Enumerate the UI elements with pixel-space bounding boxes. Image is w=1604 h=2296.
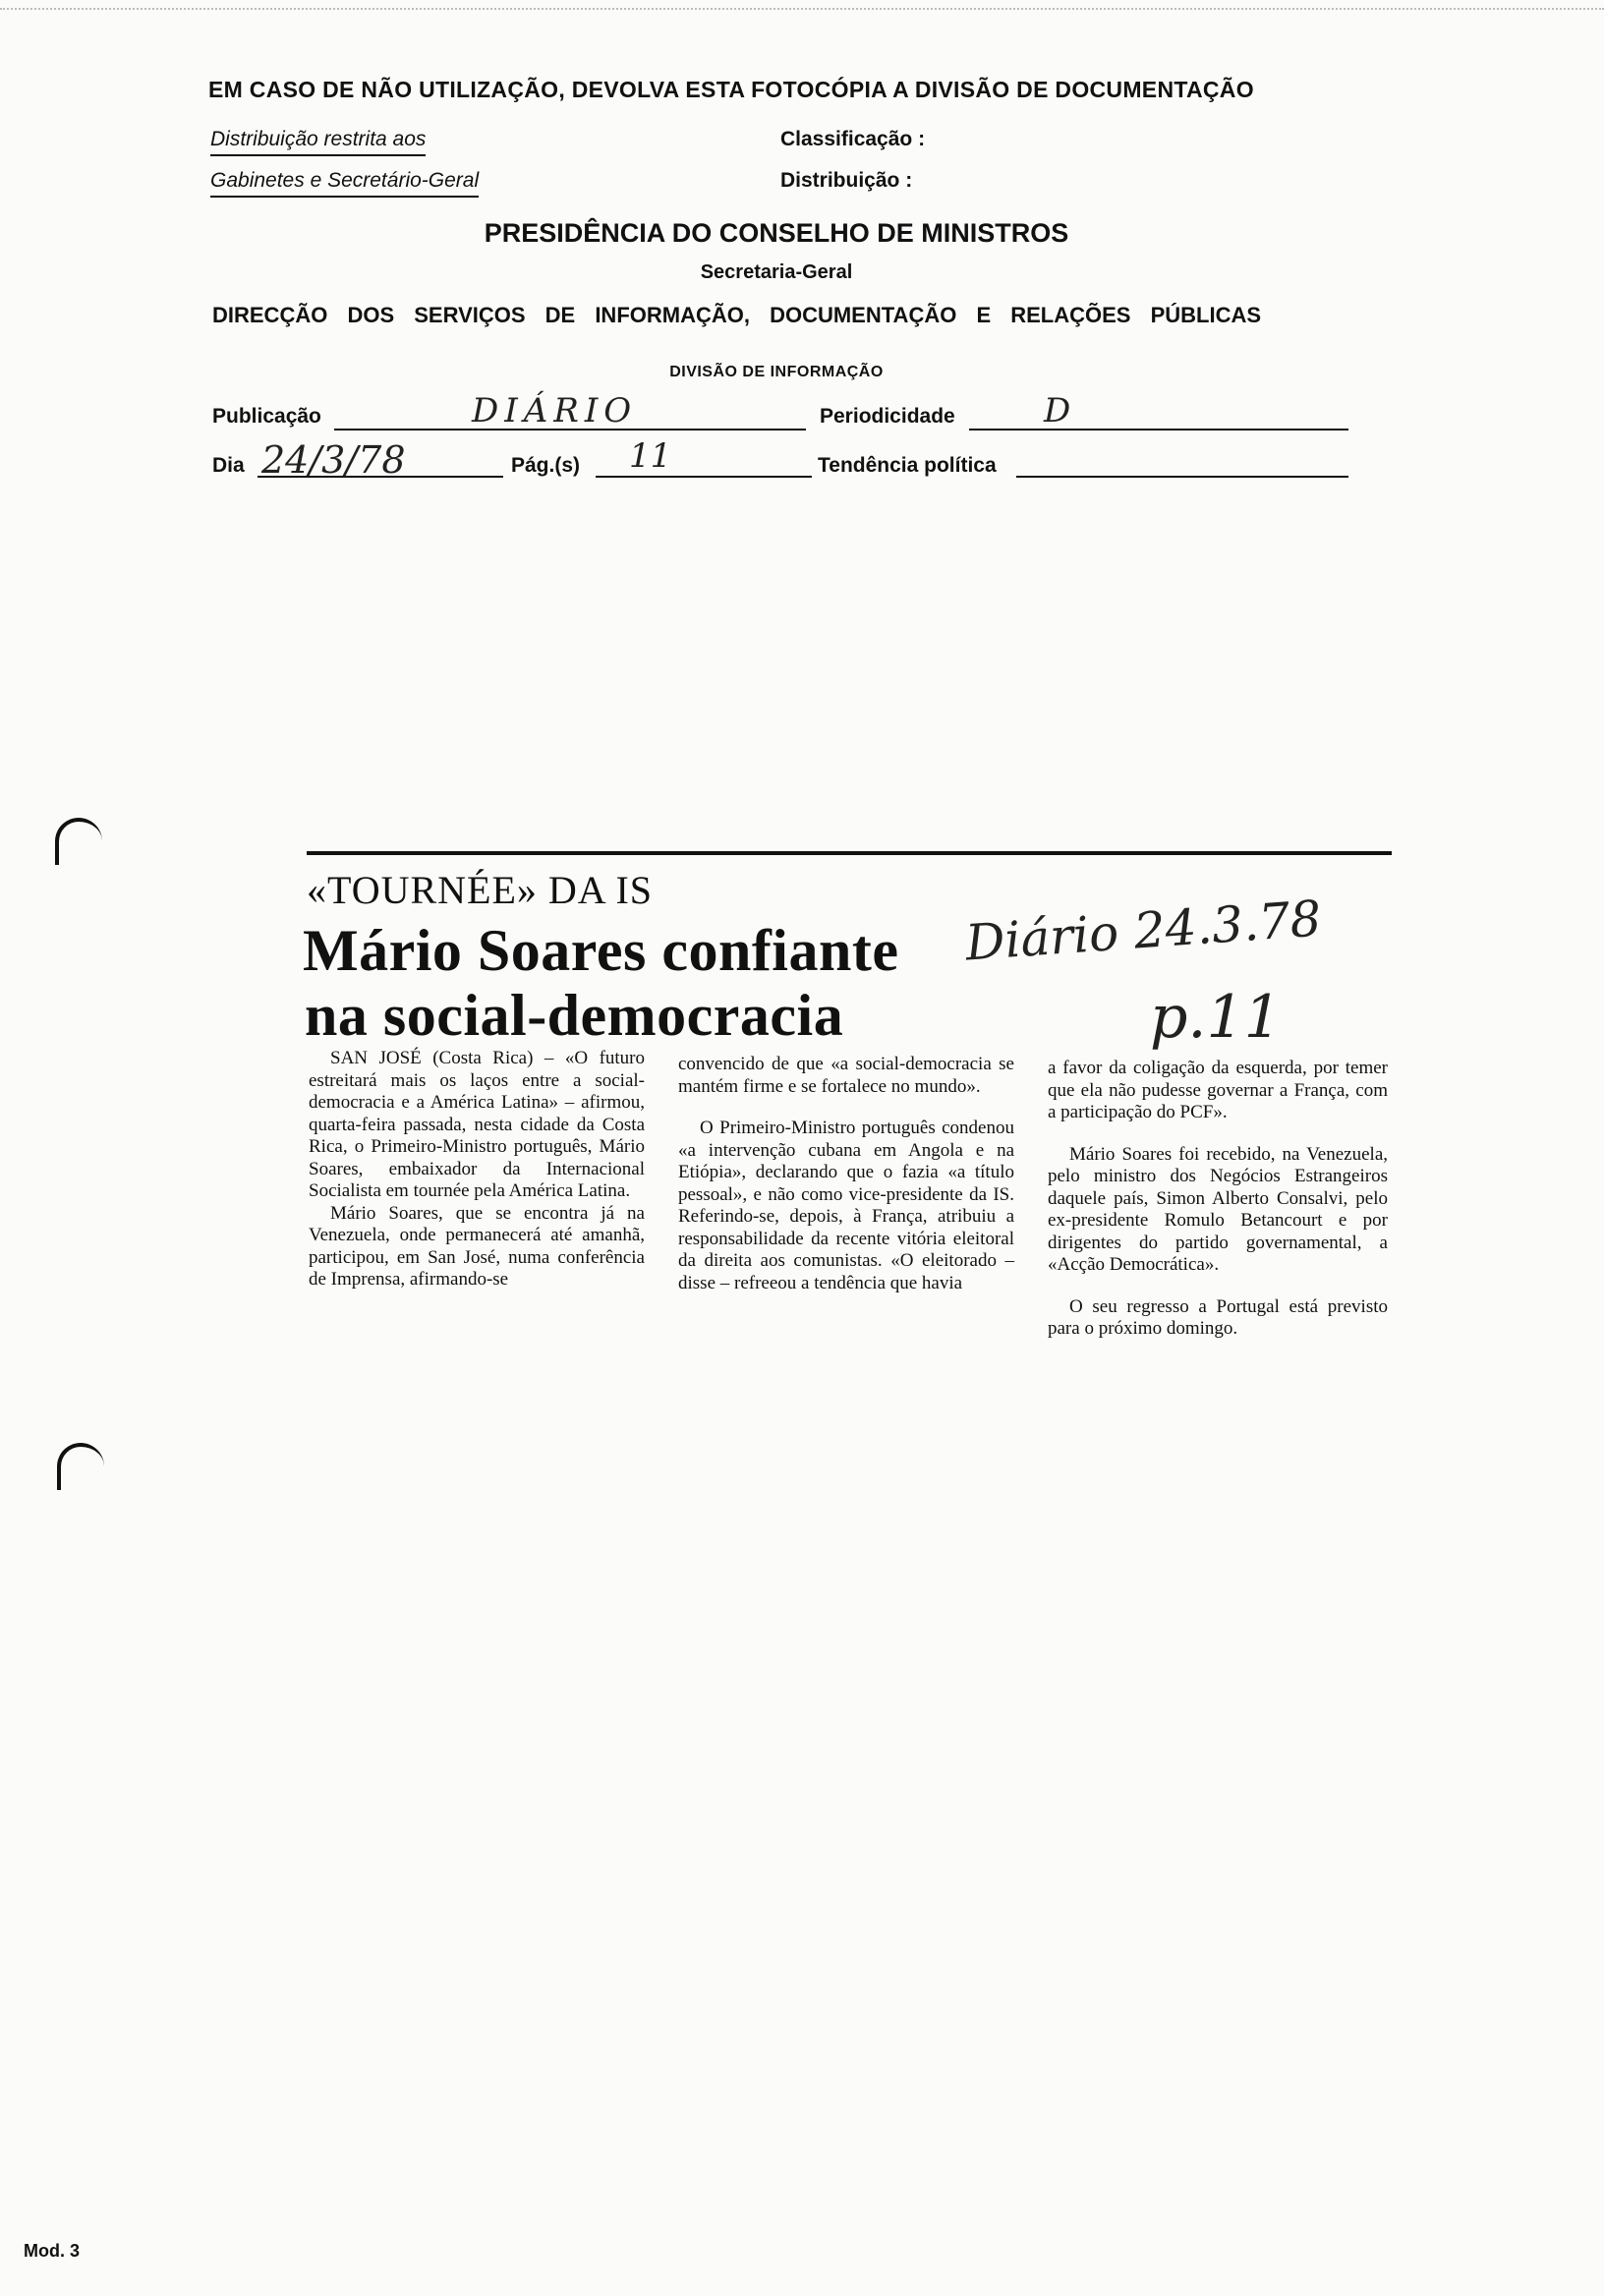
day-value: 24/3/78 [261,438,406,482]
article-headline-line2: na social-democracia [305,983,844,1048]
directorate: DIRECÇÃO DOS SERVIÇOS DE INFORMAÇÃO, DOCUMENTAÇÃO E RELAÇÕES PÚBLICAS [212,303,1262,327]
scan-edge-top [0,8,1604,10]
col1-paragraph-2: Mário Soares, que se encontra já na Venezuela, onde permanecerá até amanhã, participou, em San José, numa conferência de Imprensa, afirmando-se [309,1202,645,1290]
org-subtitle: Secretaria-Geral [700,261,853,283]
article-top-rule [307,851,1392,855]
periodicity-value: D [1044,391,1071,430]
handwritten-note-line1: Diário 24.3.78 [963,890,1324,972]
col3-paragraph-1: a favor da coligação da esquerda, por temer que ela não pudesse governar a França, com a participação do PCF». [1048,1058,1388,1122]
col3-paragraph-2: Mário Soares foi recebido, na Venezuela, pelo ministro dos Negócios Estrangeiros daquele país, Simon Alberto Consalvi, pelo ex-presidente Romulo Betancourt e por dirigentes do partido governamental, a «Acção Democrática». [1048,1143,1388,1275]
distribution-restricted-line2: Gabinetes e Secretário-Geral [210,169,479,198]
article-column-2 [678,1054,1014,1294]
return-notice: EM CASO DE NÃO UTILIZAÇÃO, DEVOLVA ESTA FOTOCÓPIA A DIVISÃO DE DOCUMENTAÇÃO [208,77,1254,102]
article-column-1 [309,1048,645,1292]
col2-paragraph-1: convencido de que «a social-democracia se mantém firme e se fortalece no mundo». [678,1054,1014,1097]
article-headline-line1: Mário Soares confiante [303,918,899,983]
col2-paragraph-2: O Primeiro-Ministro português condenou «a intervenção cubana em Angola e na Etiópia», declarando que o fazia «a título pessoal», e não como vice-presidente da IS. Referindo-se, depois, à França, atribuiu a responsabilidade da recente vitória eleitoral da direita aos comunistas. «O eleitorado – disse – refreeou a tendência que havia [678,1118,1014,1293]
col1-paragraph-1: SAN JOSÉ (Costa Rica) – «O futuro estreitará mais os laços entre a social-democracia e a América Latina» – afirmou, quarta-feira passada, nesta cidade da Costa Rica, o Primeiro-Ministro português, Mário Soares, embaixador da Internacional Socialista em tournée pela América Latina. [309,1048,645,1201]
org-title: PRESIDÊNCIA DO CONSELHO DE MINISTROS [484,218,1069,248]
punch-mark-upper [55,818,102,865]
classification-label: Classificação : [780,128,926,150]
political-tendency-line [1016,476,1348,478]
publication-value: DIÁRIO [472,391,638,430]
pages-label: Pág.(s) [511,454,581,477]
model-label: Mod. 3 [24,2241,80,2261]
publication-label: Publicação [212,405,321,428]
distribution-restricted-line1: Distribuição restrita aos [210,128,426,156]
handwritten-note-line2: p.11 [1150,983,1282,1052]
distribution-label: Distribuição : [780,169,913,192]
article-column-3 [1048,1058,1388,1341]
periodicity-label: Periodicidade [820,405,955,428]
political-tendency-label: Tendência política [818,454,997,477]
col3-paragraph-3: O seu regresso a Portugal está previsto para o próximo domingo. [1048,1295,1388,1339]
pages-value: 11 [629,436,672,476]
division: DIVISÃO DE INFORMAÇÃO [669,364,884,380]
day-label: Dia [212,454,245,477]
punch-mark-lower [57,1443,104,1490]
pages-line [596,476,812,478]
periodicity-line [969,429,1348,430]
article-kicker: «TOURNÉE» DA IS [307,868,654,912]
